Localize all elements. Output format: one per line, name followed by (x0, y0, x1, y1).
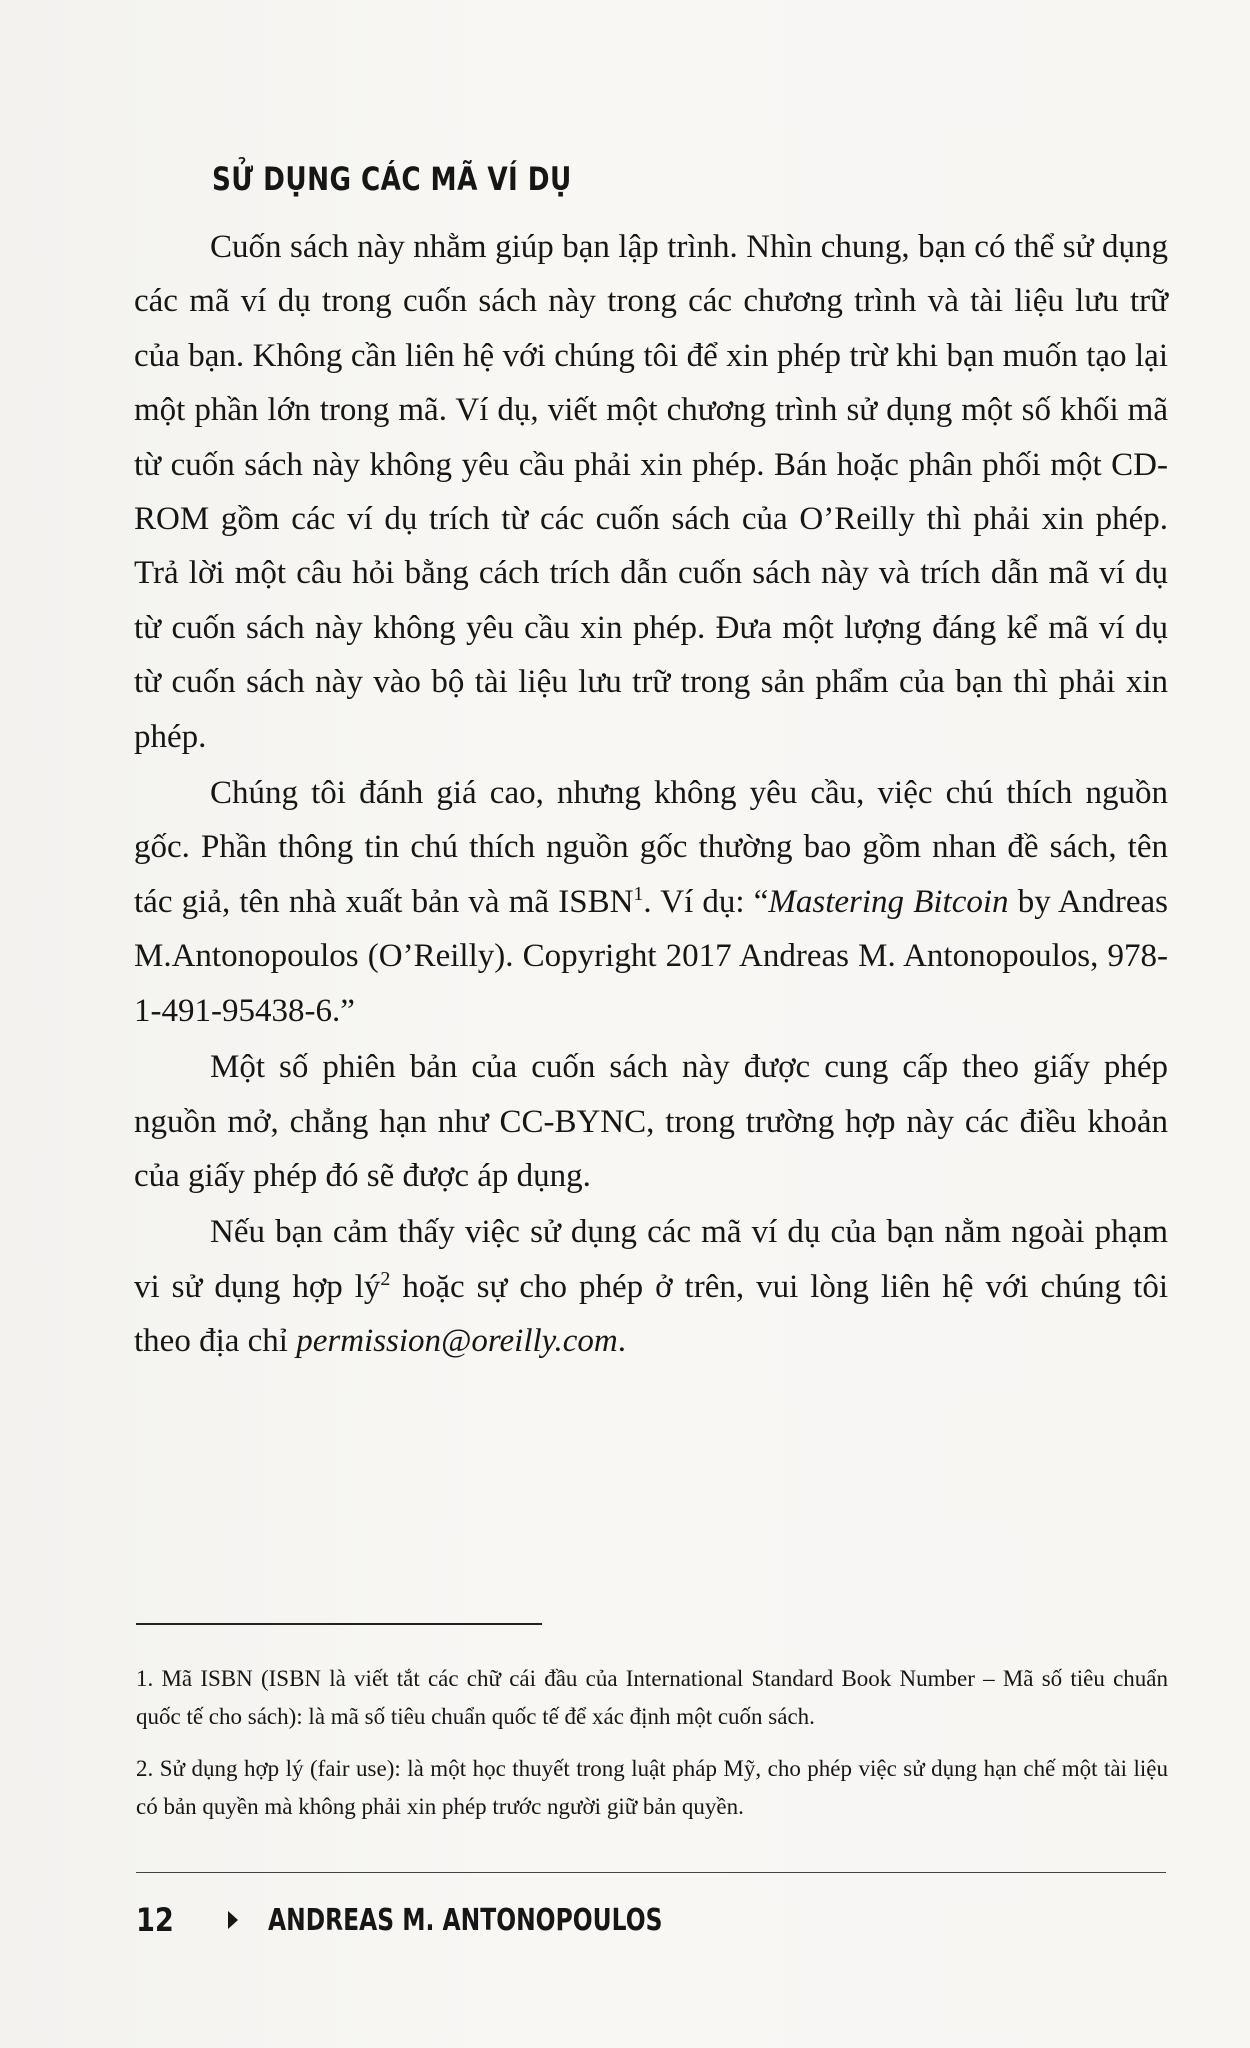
running-head-author: ANDREAS M. ANTONOPOULOS (268, 1902, 663, 1938)
footnote-1: 1. Mã ISBN (ISBN là viết tắt các chữ cái đầu của International Standard Book Number – Mã số tiêu chuẩn quốc tế cho sách): là mã số tiêu chuẩn quốc tế để xác định một cuốn sách. (136, 1666, 1168, 1729)
book-title-italic: Mastering Bitcoin (768, 883, 1009, 920)
page-footer (136, 1900, 774, 1940)
footnote-divider (136, 1623, 542, 1625)
paragraph-3: Một số phiên bản của cuốn sách này được cung cấp theo giấy phép nguồn mở, chẳng hạn như CC-BYNC, trong trường hợp này các điều khoản của giấy phép đó sẽ được áp dụng. (134, 1049, 1168, 1194)
footnote-ref-1: 1 (633, 882, 644, 905)
paragraph-2-text-end: by Andreas M.Antonopoulos (O’Reilly). Copyright 2017 Andreas M. Antonopoulos, 978-1-491-95438-6.” (134, 883, 1168, 1029)
body-text (134, 220, 1168, 1371)
paragraph-4-text: Nếu bạn cảm thấy việc sử dụng các mã ví dụ của bạn nằm ngoài phạm vi sử dụng hợp lý (134, 1214, 1168, 1305)
email-address: permission@oreilly.com (296, 1323, 618, 1360)
paragraph-4-text-end: . (617, 1323, 626, 1360)
paragraph-2-text-mid: . Ví dụ: “ (643, 883, 769, 920)
paragraph-2-text: Chúng tôi đánh giá cao, nhưng không yêu cầu, việc chú thích nguồn gốc. Phần thông tin chú thích nguồn gốc thường bao gồm nhan đề sách, tên tác giả, tên nhà xuất bản và mã ISBN (134, 775, 1168, 920)
paragraph-4-text-mid: hoặc sự cho phép ở trên, vui lòng liên hệ với chúng tôi theo địa chỉ (134, 1268, 1168, 1360)
footnote-2: 2. Sử dụng hợp lý (fair use): là một học thuyết trong luật pháp Mỹ, cho phép việc sử dụng hạn chế một tài liệu có bản quyền mà không phải xin phép trước người giữ bản quyền. (136, 1756, 1168, 1819)
footer-divider (136, 1872, 1166, 1873)
section-title: SỬ DỤNG CÁC MÃ VÍ DỤ (212, 160, 572, 198)
paragraph-1: Cuốn sách này nhằm giúp bạn lập trình. Nhìn chung, bạn có thể sử dụng các mã ví dụ trong cuốn sách này trong các chương trình và tài liệu lưu trữ của bạn. Không cần liên hệ với chúng tôi để xin phép trừ khi bạn muốn tạo lại một phần lớn trong mã. Ví dụ, viết một chương trình sử dụng một số khối mã từ cuốn sách này không yêu cầu phải xin phép. Bán hoặc phân phối một CD-ROM gồm các ví dụ trích từ các cuốn sách của O’Reilly thì phải xin phép. Trả lời một câu hỏi bằng cách trích dẫn cuốn sách này và trích dẫn mã ví dụ từ cuốn sách này không yêu cầu xin phép. Đưa một lượng đáng kể mã ví dụ từ cuốn sách này vào bộ tài liệu lưu trữ trong sản phẩm của bạn thì phải xin phép. (134, 229, 1168, 755)
footnotes (136, 1660, 1168, 1840)
paragraph-2 (134, 766, 1168, 1038)
page-number: 12 (136, 1901, 174, 1939)
footnote-ref-2: 2 (380, 1267, 391, 1290)
triangle-right-icon (228, 1911, 238, 1929)
paragraph-4 (134, 1205, 1168, 1368)
